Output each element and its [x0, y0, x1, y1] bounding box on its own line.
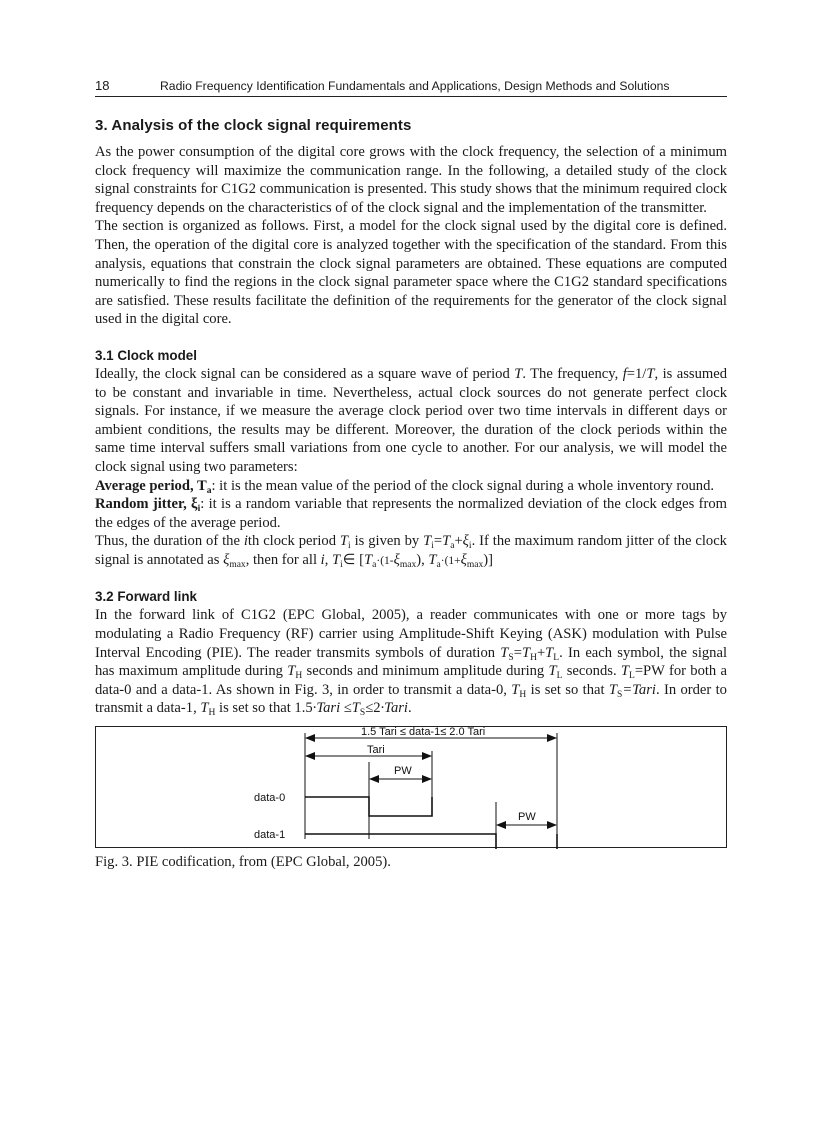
clock-model-paragraph: Ideally, the clock signal can be considered as a square wave of period T. The frequency, f=1/T, is assumed to be constant and invariable in time. Nevertheless, actual clock sources do not generate perfect clock signals. For instance, if we measure the average clock period over two time intervals in different days or ambient conditions, the results may be different. Moreover, the duration of the clock periods within the same time interval suffers small variations from one cycle to another. For our analysis, we will model the clock signal using two parameters: — [95, 365, 727, 475]
section-3-paragraph-2: The section is organized as follows. First, a model for the clock signal used by the digital core is defined. Then, the operation of the digital core is analyzed together with the specification of the standard. From this analysis, equations that constrain the clock signal parameters are obtained. These equations are computed numerically to find the regions in the clock signal parameter space where the C1G2 standard specifications are satisfied. These results facilitate the definition of the requirements for the generator of the clock signal used in the digital core. — [95, 218, 727, 328]
page-number: 18 — [95, 78, 110, 93]
average-period-definition: Average period, $T_a$: it is the mean value of the period of the clock signal during a whole inventory round. — [95, 477, 715, 496]
running-head — [95, 78, 727, 97]
pw-label-data1: PW — [518, 811, 536, 824]
data1-label: data-1 — [254, 829, 286, 842]
section-3-2-title: 3.2 Forward link — [95, 589, 197, 605]
figure-caption: Fig. 3. PIE codification, from (EPC Global, 2005). — [95, 854, 391, 871]
data1-waveform — [305, 834, 557, 849]
pie-figure — [95, 726, 727, 848]
forward-link-paragraph: In the forward link of C1G2 (EPC Global, 2005), a reader communicates with one or more tags by modulating a Radio Frequency (RF) carrier using Amplitude-Shift Keying (ASK) modulation with Pulse Interval Encoding (PIE). The reader transmits symbols of duration $T_S=T_H+T_L$. In each symbol, the signal has maximum amplitude during $T_H$ seconds and minimum amplitude during $T_L$ seconds. $T_L=PW$ for both a data-0 and a data-1. As shown in Fig. 3, in order to transmit a data-0, $T_H$ is set so that $T_S=Tari$. In order to transmit a data-1, $T_H$ is set so that 1.5·Tari $\le T_S\le 2\cdot Tari$. — [95, 607, 728, 719]
tari-label: Tari — [367, 744, 385, 757]
pw-label-data0: PW — [394, 765, 412, 778]
clock-period-bounds-paragraph: Thus, the duration of the ith clock period $T_i$ is given by $T_i=T_a+\xi_i$. If the maximum random jitter of the clock signal is annotated as $\xi_{max}$, then for all i, $T_i\in$ [$T_a\cdot(1-\xi_{max})$, $T_a\cdot(1+\xi_{max})$] — [95, 533, 727, 570]
section-3-1-title: 3.1 Clock model — [95, 347, 197, 363]
page — [95, 78, 727, 871]
pie-diagram — [96, 727, 728, 849]
random-jitter-definition: Random jitter, $\xi_i$: it is a random variable that represents the normalized deviation of the clock edges from the edges of the average period. — [95, 496, 727, 531]
section-3-title: 3. Analysis of the clock signal requirements — [95, 117, 412, 134]
section-3-paragraph-1: As the power consumption of the digital core grows with the clock frequency, the selection of a minimum clock frequency will maximize the communication range. In the following, a detailed study of the clock signal constraints for C1G2 communication is presented. This study shows that the minimum required clock frequency depends on the characteristics of of the clock signal and the implementation of the transmitter. — [95, 144, 727, 216]
data0-waveform — [305, 797, 432, 816]
range-label: 1.5 Tari ≤ data-1≤ 2.0 Tari — [361, 727, 486, 739]
data0-label: data-0 — [254, 792, 286, 805]
running-title: Radio Frequency Identification Fundamentals and Applications, Design Methods and Solutions — [160, 79, 670, 93]
